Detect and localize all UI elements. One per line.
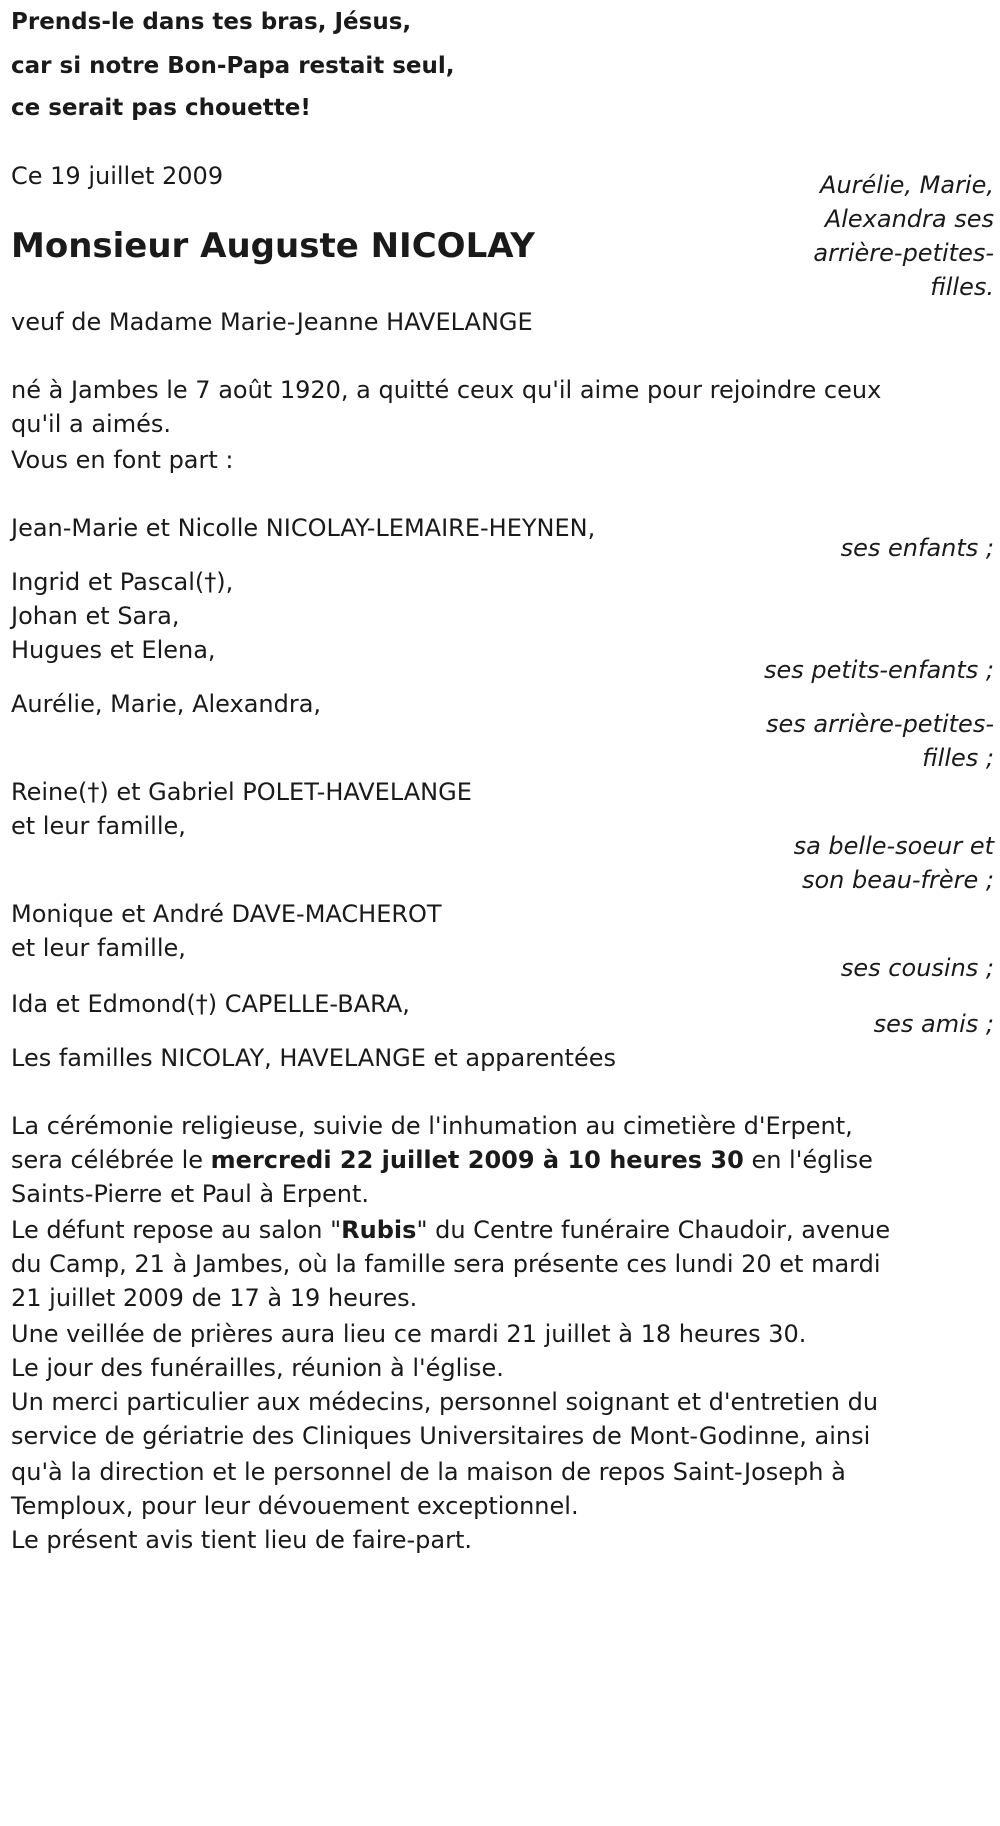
cousins-role: ses cousins ; xyxy=(840,954,994,982)
announcement-line: Vous en font part : xyxy=(11,446,234,474)
quote-line-2: car si notre Bon-Papa restait seul, xyxy=(11,53,455,79)
great-grandchildren-role: filles ; xyxy=(922,744,994,772)
closing-line: Le présent avis tient lieu de faire-part. xyxy=(11,1526,473,1554)
salon-name: Rubis xyxy=(341,1216,417,1244)
ceremony-text: en l'église xyxy=(743,1146,873,1174)
in-laws-name: Reine(†) et Gabriel POLET-HAVELANGE xyxy=(11,778,472,806)
ceremony-date: mercredi 22 juillet 2009 à 10 heures 30 xyxy=(210,1146,744,1174)
ceremony-line: La cérémonie religieuse, suivie de l'inhumation au cimetière d'Erpent, xyxy=(11,1112,853,1140)
grandchildren-role: ses petits-enfants ; xyxy=(763,656,994,684)
ceremony-line: 21 juillet 2009 de 17 à 19 heures. xyxy=(11,1284,418,1312)
cousins-name: et leur famille, xyxy=(11,934,186,962)
thanks-line: Temploux, pour leur dévouement exceptionnel. xyxy=(11,1492,579,1520)
children-role: ses enfants ; xyxy=(840,534,994,562)
thanks-line: service de gériatrie des Cliniques Universitaires de Mont-Godinne, ainsi xyxy=(11,1422,871,1450)
great-grandchildren-names: Aurélie, Marie, Alexandra, xyxy=(11,690,322,718)
ceremony-text: Le défunt repose au salon " xyxy=(11,1216,342,1244)
grandchildren-name: Hugues et Elena, xyxy=(11,636,216,664)
birth-line: qu'il a aimés. xyxy=(11,410,171,438)
friends-role: ses amis ; xyxy=(873,1010,994,1038)
grandchildren-name: Ingrid et Pascal(†), xyxy=(11,568,234,596)
deceased-name: Monsieur Auguste NICOLAY xyxy=(11,226,535,266)
great-grandchildren-role: ses arrière-petites- xyxy=(766,710,994,738)
ceremony-line: du Camp, 21 à Jambes, où la famille sera présente ces lundi 20 et mardi xyxy=(11,1250,881,1278)
ceremony-line: Une veillée de prières aura lieu ce mardi 21 juillet à 18 heures 30. xyxy=(11,1320,807,1348)
ceremony-line: Le jour des funérailles, réunion à l'église. xyxy=(11,1354,504,1382)
grandchildren-name: Johan et Sara, xyxy=(11,602,180,630)
in-laws-name: et leur famille, xyxy=(11,812,186,840)
ceremony-text: sera célébrée le xyxy=(11,1146,211,1174)
quote-line-1: Prends-le dans tes bras, Jésus, xyxy=(11,9,412,35)
side-note xyxy=(774,168,994,304)
families-line: Les familles NICOLAY, HAVELANGE et apparentées xyxy=(11,1044,617,1072)
friends-names: Ida et Edmond(†) CAPELLE-BARA, xyxy=(11,990,410,1018)
quote-line-3: ce serait pas chouette! xyxy=(11,95,311,121)
ceremony-text: " du Centre funéraire Chaudoir, avenue xyxy=(416,1216,891,1244)
side-note-line: arrière-petites- xyxy=(813,239,994,267)
widower-line: veuf de Madame Marie-Jeanne HAVELANGE xyxy=(11,308,533,336)
children-names: Jean-Marie et Nicolle NICOLAY-LEMAIRE-HEYNEN, xyxy=(11,514,596,542)
thanks-line: Un merci particulier aux médecins, personnel soignant et d'entretien du xyxy=(11,1388,879,1416)
cousins-name: Monique et André DAVE-MACHEROT xyxy=(11,900,442,928)
side-note-line: Aurélie, Marie, xyxy=(820,171,994,199)
in-laws-role: sa belle-soeur et xyxy=(793,832,994,860)
thanks-line: qu'à la direction et le personnel de la maison de repos Saint-Joseph à xyxy=(11,1458,846,1486)
birth-line: né à Jambes le 7 août 1920, a quitté ceux qu'il aime pour rejoindre ceux xyxy=(11,376,882,404)
date-line: Ce 19 juillet 2009 xyxy=(11,162,224,190)
side-note-line: filles. xyxy=(930,273,994,301)
in-laws-role: son beau-frère ; xyxy=(801,866,994,894)
ceremony-line: Saints-Pierre et Paul à Erpent. xyxy=(11,1180,369,1208)
side-note-line: Alexandra ses xyxy=(824,205,994,233)
